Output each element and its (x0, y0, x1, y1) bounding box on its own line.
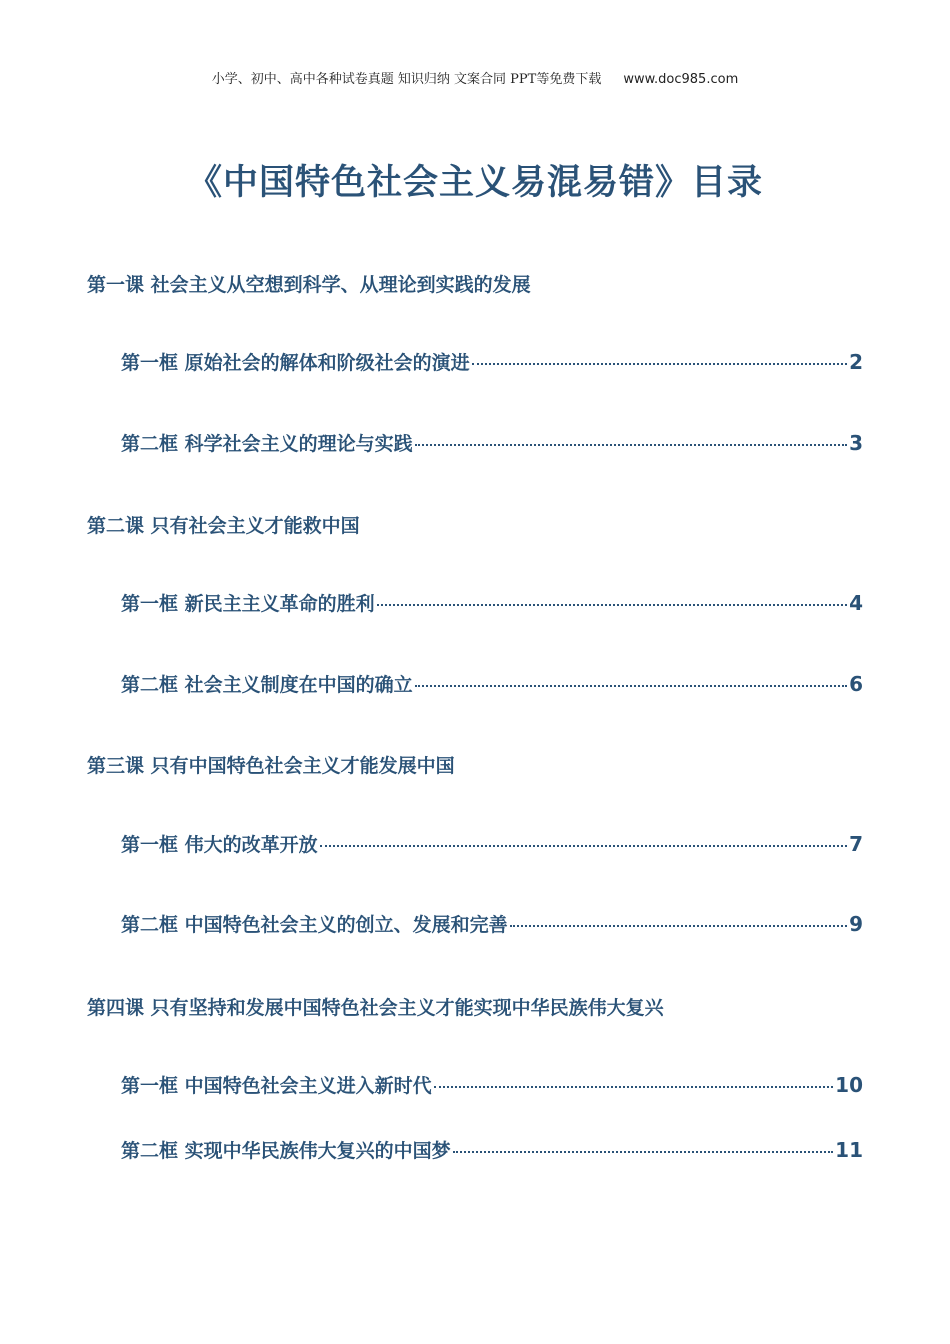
page-header (0, 68, 950, 87)
toc-entry-label: 第一框 中国特色社会主义进入新时代 (121, 1075, 432, 1097)
toc-entry-label: 第二框 社会主义制度在中国的确立 (121, 674, 413, 696)
dot-leader (320, 845, 847, 847)
dot-leader (434, 1086, 834, 1088)
toc-page-number: 10 (835, 1073, 863, 1097)
toc-lesson-3[interactable]: 第三课 只有中国特色社会主义才能发展中国 (87, 755, 455, 777)
toc-entry[interactable] (121, 589, 863, 616)
toc-entry[interactable] (121, 830, 863, 857)
toc-page-number: 11 (835, 1138, 863, 1162)
dot-leader (510, 925, 847, 927)
toc-entry-label: 第一框 伟大的改革开放 (121, 834, 318, 856)
toc-entry[interactable] (121, 1071, 863, 1098)
document-title: 《中国特色社会主义易混易错》目录 (186, 163, 763, 203)
toc-page-number: 7 (849, 832, 863, 856)
dot-leader (415, 444, 847, 446)
header-site-link[interactable]: www.doc985.com (623, 72, 739, 87)
toc-lesson-4[interactable]: 第四课 只有坚持和发展中国特色社会主义才能实现中华民族伟大复兴 (87, 997, 664, 1019)
toc-entry[interactable] (121, 348, 863, 375)
toc-entry[interactable] (121, 1136, 863, 1163)
toc-entry[interactable] (121, 910, 863, 937)
dot-leader (453, 1151, 834, 1153)
toc-entry-label: 第一框 原始社会的解体和阶级社会的演进 (121, 352, 470, 374)
toc-entry-label: 第一框 新民主主义革命的胜利 (121, 593, 375, 615)
dot-leader (377, 604, 847, 606)
toc-entry-label: 第二框 科学社会主义的理论与实践 (121, 433, 413, 455)
toc-page-number: 3 (849, 431, 863, 455)
dot-leader (472, 363, 847, 365)
toc-entry[interactable] (121, 429, 863, 456)
toc-lesson-2[interactable]: 第二课 只有社会主义才能救中国 (87, 515, 360, 537)
toc-page-number: 4 (849, 591, 863, 615)
toc-entry-label: 第二框 中国特色社会主义的创立、发展和完善 (121, 914, 508, 936)
toc-page-number: 6 (849, 672, 863, 696)
toc-page-number: 9 (849, 912, 863, 936)
header-text: 小学、初中、高中各种试卷真题 知识归纳 文案合同 PPT等免费下载 (211, 72, 602, 87)
toc-entry-label: 第二框 实现中华民族伟大复兴的中国梦 (121, 1140, 451, 1162)
toc-page-number: 2 (849, 350, 863, 374)
toc-entry[interactable] (121, 670, 863, 697)
dot-leader (415, 685, 847, 687)
toc-lesson-1[interactable]: 第一课 社会主义从空想到科学、从理论到实践的发展 (87, 274, 531, 296)
